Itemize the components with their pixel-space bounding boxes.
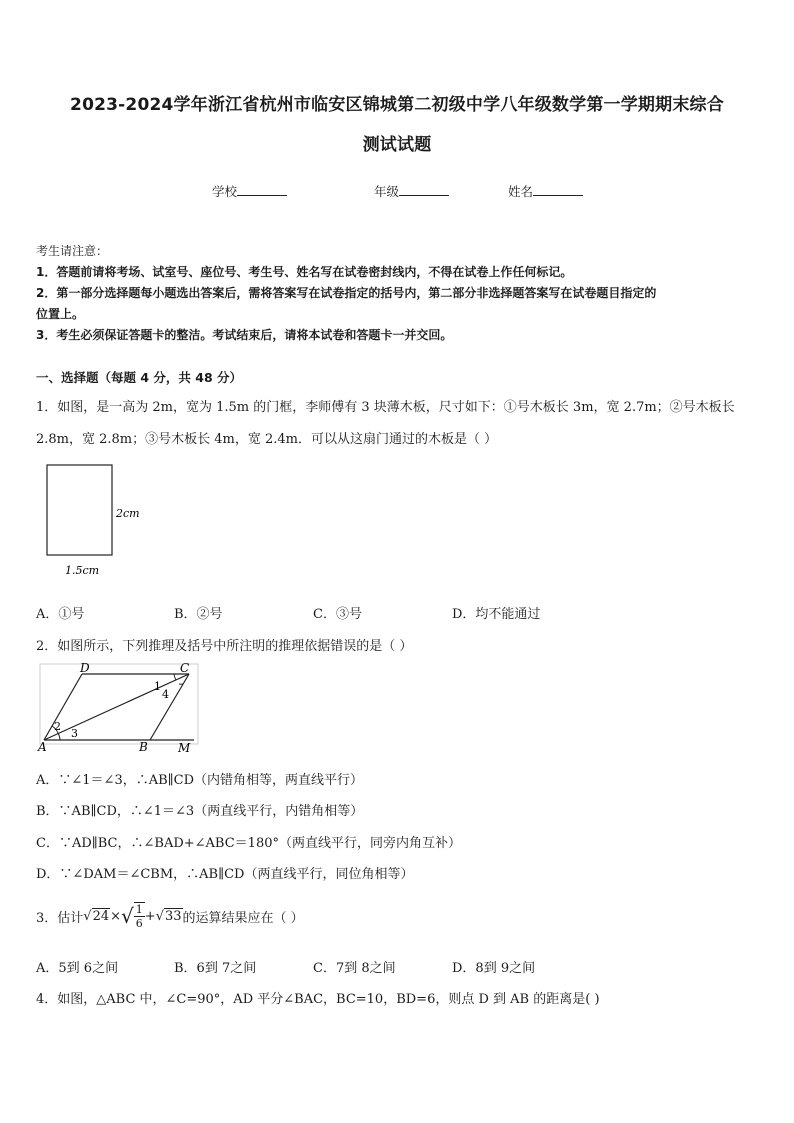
- q2-option-c[interactable]: C．∵AD∥BC，∴∠BAD+∠ABC＝180°（两直线平行，同旁内角互补）: [36, 836, 461, 851]
- q1-option-a[interactable]: A．①号: [36, 607, 85, 622]
- notice-item-3: 3．考生必须保证答题卡的整洁。考试结束后，请将本试卷和答题卡一并交回。: [36, 328, 453, 342]
- label-angle-3: 3: [71, 727, 78, 740]
- angle-1-arc: [174, 674, 176, 680]
- q2-option-d[interactable]: D．∵∠DAM＝∠CBM，∴AB∥CD（两直线平行，同位角相等）: [36, 867, 414, 882]
- q2-option-a[interactable]: A．∵∠1＝∠3，∴AB∥CD（内错角相等，两直线平行）: [36, 773, 364, 788]
- diagonal-ac: [44, 674, 189, 740]
- label-a: A: [38, 740, 47, 754]
- notice-item-2: 2．第一部分选择题每小题选出答案后，需将答案写在试卷指定的括号内，第二部分非选择题答案写在试卷题目指定的: [36, 286, 657, 300]
- notice-item-1: 1．答题前请将考场、试室号、座位号、考生号、姓名写在试卷密封线内，不得在试卷上作任何标记。: [36, 265, 573, 279]
- angle-3-arc: [58, 733, 60, 740]
- school-label: 学校: [212, 184, 238, 199]
- paper-title-line2: 测试试题: [362, 135, 432, 155]
- q1-option-c[interactable]: C．③号: [313, 607, 362, 622]
- q1-option-b[interactable]: B．②号: [174, 607, 223, 622]
- name-blank[interactable]: [533, 183, 583, 196]
- times-sign: ×: [110, 908, 122, 924]
- q3-suffix: 的运算结果应在（ ）: [182, 910, 304, 926]
- fraction-denominator: 6: [135, 917, 143, 930]
- label-angle-2: 2: [54, 720, 61, 733]
- label-b: B: [139, 740, 148, 754]
- notice-block: [36, 241, 766, 346]
- label-c: C: [180, 661, 190, 675]
- sqrt-33-radicand: 33: [164, 908, 182, 924]
- q2-option-b[interactable]: B．∵AB∥CD，∴∠1＝∠3（两直线平行，内错角相等）: [36, 804, 364, 819]
- label-m: M: [178, 741, 191, 755]
- name-field: [508, 182, 583, 200]
- label-d: D: [80, 661, 90, 675]
- q4-stem: 4．如图，△ABC 中，∠C=90°，AD 平分∠BAC，BC=10，BD=6，则点 D 到 AB 的距离是( ): [36, 992, 600, 1007]
- q1-option-d[interactable]: D．均不能通过: [452, 607, 541, 622]
- sqrt-33-expr: √33: [155, 908, 182, 924]
- school-field: [212, 182, 287, 200]
- q1-door-figure: [40, 455, 160, 585]
- door-height-label: 2cm: [116, 507, 140, 520]
- door-frame-rect: [47, 465, 112, 555]
- label-angle-1: 1: [154, 680, 161, 693]
- q3-option-c[interactable]: C．7到 8之间: [313, 961, 396, 976]
- q3-option-a[interactable]: A．5到 6之间: [36, 961, 119, 976]
- sqrt-frac-expr: √ $\frac{1}{6}$: [121, 903, 143, 930]
- q3-option-d[interactable]: D．8到 9之间: [452, 961, 536, 976]
- fraction: [134, 902, 145, 930]
- sqrt-24-expr: √24: [83, 908, 110, 924]
- school-blank[interactable]: [237, 183, 287, 196]
- label-angle-4: 4: [162, 688, 169, 701]
- grade-blank[interactable]: [399, 183, 449, 196]
- section-heading: 一、选择题（每题 4 分，共 48 分）: [36, 370, 243, 385]
- q2-stem: 2．如图所示，下列推理及括号中所注明的推理依据错误的是（ ）: [36, 639, 413, 654]
- door-width-label: 1.5cm: [65, 564, 100, 577]
- q3-prefix: 3．估计: [36, 910, 84, 926]
- q3-option-b[interactable]: B．6到 7之间: [174, 961, 257, 976]
- q1-stem-line1: 1．如图，是一高为 2m，宽为 1.5m 的门框，李师傅有 3 块薄木板，尺寸如下：①号木板长 3m，宽 2.7m；②号木板长: [36, 400, 735, 415]
- name-label: 姓名: [508, 184, 534, 199]
- fraction-numerator: 1: [135, 903, 143, 916]
- q3-stem: [36, 898, 304, 934]
- grade-field: [374, 182, 449, 200]
- sqrt-24-radicand: 24: [92, 908, 110, 924]
- plus-sign: +: [144, 908, 156, 924]
- q2-parallelogram-figure: [34, 660, 204, 755]
- q1-stem-line2: 2.8m，宽 2.8m；③号木板长 4m，宽 2.4m．可以从这扇门通过的木板是（ ）: [36, 432, 498, 447]
- notice-item-2-cont: 位置上。: [36, 307, 85, 321]
- paper-title-line1: 2023-2024学年浙江省杭州市临安区锦城第二初级中学八年级数学第一学期期末综合: [70, 95, 724, 115]
- grade-label: 年级: [374, 184, 400, 199]
- notice-heading: 考生请注意：: [36, 244, 109, 258]
